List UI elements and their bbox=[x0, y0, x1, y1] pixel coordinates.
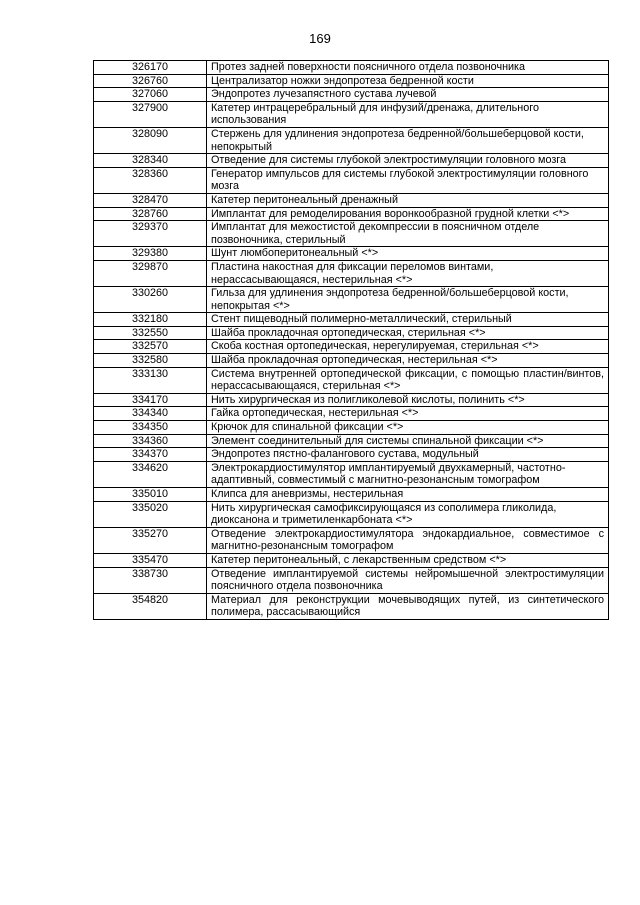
product-code: 328340 bbox=[94, 154, 207, 168]
product-code: 329370 bbox=[94, 221, 207, 247]
product-name: Централизатор ножки эндопротеза бедренной кости bbox=[207, 74, 609, 88]
product-name: Шайба прокладочная ортопедическая, нестерильная <*> bbox=[207, 354, 609, 368]
product-code: 334350 bbox=[94, 421, 207, 435]
table-row bbox=[94, 340, 609, 354]
product-code: 335470 bbox=[94, 553, 207, 567]
product-code: 338730 bbox=[94, 567, 207, 593]
table-row bbox=[94, 448, 609, 462]
product-name: Стент пищеводный полимерно-металлический, стерильный bbox=[207, 313, 609, 327]
product-name: Протез задней поверхности поясничного отдела позвоночника bbox=[207, 61, 609, 75]
table-row bbox=[94, 74, 609, 88]
table-row bbox=[94, 367, 609, 393]
table-body bbox=[94, 61, 609, 620]
product-name: Имплантат для ремоделирования воронкообразной грудной клетки <*> bbox=[207, 207, 609, 221]
product-code: 329380 bbox=[94, 247, 207, 261]
product-code: 327060 bbox=[94, 88, 207, 102]
product-code: 335270 bbox=[94, 527, 207, 553]
product-name: Элемент соединительный для системы спинальной фиксации <*> bbox=[207, 434, 609, 448]
product-code: 334620 bbox=[94, 461, 207, 487]
table-row bbox=[94, 127, 609, 153]
product-name: Шайба прокладочная ортопедическая, стерильная <*> bbox=[207, 326, 609, 340]
table-row bbox=[94, 461, 609, 487]
table-row bbox=[94, 434, 609, 448]
product-name: Пластина накостная для фиксации переломов винтами, нерассасывающаяся, нестерильная <*> bbox=[207, 260, 609, 286]
product-code: 354820 bbox=[94, 593, 207, 619]
product-code: 329870 bbox=[94, 260, 207, 286]
table-row bbox=[94, 527, 609, 553]
product-code: 332580 bbox=[94, 354, 207, 368]
product-name: Скоба костная ортопедическая, нерегулируемая, стерильная <*> bbox=[207, 340, 609, 354]
product-code: 330260 bbox=[94, 287, 207, 313]
table-row bbox=[94, 207, 609, 221]
product-code: 332570 bbox=[94, 340, 207, 354]
product-name: Эндопротез пястно-фалангового сустава, модульный bbox=[207, 448, 609, 462]
table-row bbox=[94, 313, 609, 327]
table-row bbox=[94, 101, 609, 127]
product-name: Катетер интрацеребральный для инфузий/дренажа, длительного использования bbox=[207, 101, 609, 127]
product-code: 328470 bbox=[94, 193, 207, 207]
table-row bbox=[94, 154, 609, 168]
table-row bbox=[94, 421, 609, 435]
product-name: Нить хирургическая самофиксирующаяся из сополимера гликолида, диоксанона и триметиленкарбоната <*> bbox=[207, 501, 609, 527]
product-code: 334170 bbox=[94, 393, 207, 407]
product-code: 335020 bbox=[94, 501, 207, 527]
table-row bbox=[94, 593, 609, 619]
product-name: Отведение электрокардиостимулятора эндокардиальное, совместимое с магнитно-резонансным томографом bbox=[207, 527, 609, 553]
table-row bbox=[94, 553, 609, 567]
product-name: Крючок для спинальной фиксации <*> bbox=[207, 421, 609, 435]
product-name: Система внутренней ортопедической фиксации, с помощью пластин/винтов, нерассасывающаяся, стерильная <*> bbox=[207, 367, 609, 393]
table-row bbox=[94, 393, 609, 407]
table-row bbox=[94, 167, 609, 193]
table-row bbox=[94, 488, 609, 502]
product-name: Клипса для аневризмы, нестерильная bbox=[207, 488, 609, 502]
product-code: 334370 bbox=[94, 448, 207, 462]
product-code: 328760 bbox=[94, 207, 207, 221]
table-row bbox=[94, 354, 609, 368]
product-code: 334340 bbox=[94, 407, 207, 421]
table-row bbox=[94, 287, 609, 313]
table-row bbox=[94, 326, 609, 340]
product-code: 327900 bbox=[94, 101, 207, 127]
product-name: Генератор импульсов для системы глубокой электростимуляции головного мозга bbox=[207, 167, 609, 193]
product-name: Катетер перитонеальный дренажный bbox=[207, 193, 609, 207]
product-code: 332180 bbox=[94, 313, 207, 327]
product-name: Эндопротез лучезапястного сустава лучевой bbox=[207, 88, 609, 102]
device-code-table bbox=[93, 60, 609, 620]
table-row bbox=[94, 501, 609, 527]
product-code: 328090 bbox=[94, 127, 207, 153]
product-code: 328360 bbox=[94, 167, 207, 193]
product-name: Материал для реконструкции мочевыводящих путей, из синтетического полимера, рассасывающийся bbox=[207, 593, 609, 619]
table-row bbox=[94, 567, 609, 593]
product-name: Шунт люмбоперитонеальный <*> bbox=[207, 247, 609, 261]
product-code: 326760 bbox=[94, 74, 207, 88]
product-name: Отведение для системы глубокой электростимуляции головного мозга bbox=[207, 154, 609, 168]
table-row bbox=[94, 407, 609, 421]
table-row bbox=[94, 260, 609, 286]
product-name: Имплантат для межостистой декомпрессии в поясничном отделе позвоночника, стерильный bbox=[207, 221, 609, 247]
product-code: 332550 bbox=[94, 326, 207, 340]
product-name: Гильза для удлинения эндопротеза бедренной/большеберцовой кости, непокрытая <*> bbox=[207, 287, 609, 313]
table-row bbox=[94, 247, 609, 261]
product-code: 333130 bbox=[94, 367, 207, 393]
product-name: Гайка ортопедическая, нестерильная <*> bbox=[207, 407, 609, 421]
table-row bbox=[94, 88, 609, 102]
product-name: Катетер перитонеальный, с лекарственным средством <*> bbox=[207, 553, 609, 567]
product-code: 326170 bbox=[94, 61, 207, 75]
table-row bbox=[94, 193, 609, 207]
product-name: Отведение имплантируемой системы нейромышечной электростимуляции поясничного отдела позвоночника bbox=[207, 567, 609, 593]
product-code: 335010 bbox=[94, 488, 207, 502]
product-name: Стержень для удлинения эндопротеза бедренной/большеберцовой кости, непокрытый bbox=[207, 127, 609, 153]
product-name: Нить хирургическая из полигликолевой кислоты, полинить <*> bbox=[207, 393, 609, 407]
product-code: 334360 bbox=[94, 434, 207, 448]
product-name: Электрокардиостимулятор имплантируемый двухкамерный, частотно-адаптивный, совместимый с магнитно-резонансным томографом bbox=[207, 461, 609, 487]
table-row bbox=[94, 221, 609, 247]
page-number: 169 bbox=[309, 31, 331, 46]
table-row bbox=[94, 61, 609, 75]
